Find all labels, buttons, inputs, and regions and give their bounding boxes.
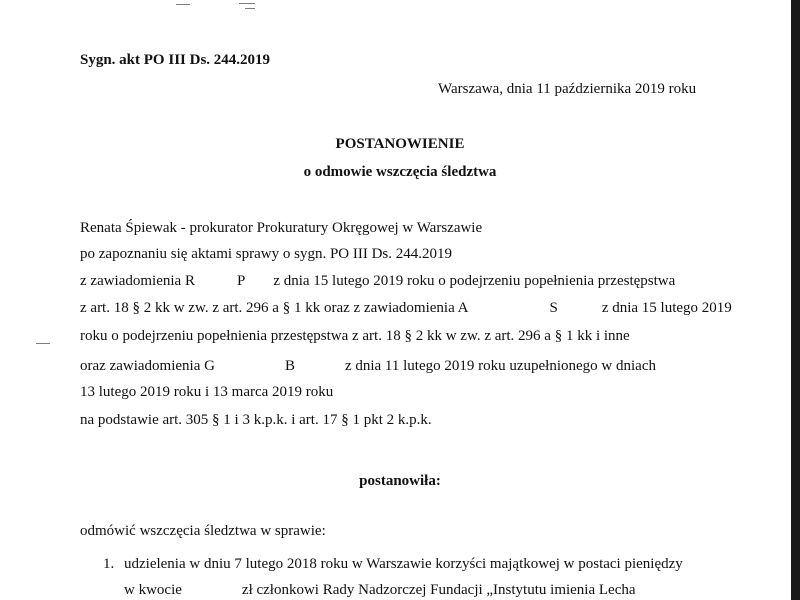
list-item-text: udzielenia w dniu 7 lutego 2018 roku w Warszawie korzyści majątkowej w postaci pieniędzy <box>124 556 683 572</box>
body-line: roku o podejrzeniu popełnienia przestępstwa z art. 18 § 2 kk w zw. z art. 296 a § 1 kk i inne <box>80 328 630 344</box>
redacted-name: S <box>549 300 558 316</box>
scan-speck <box>176 4 190 5</box>
body-text: z dnia 15 lutego 2019 roku o podejrzeniu popełnienia przestępstwa <box>273 273 676 289</box>
scan-speck <box>36 343 50 344</box>
body-text: oraz zawiadomienia G <box>80 358 215 374</box>
case-number: Sygn. akt PO III Ds. 244.2019 <box>80 52 271 68</box>
scan-edge <box>791 0 800 600</box>
body-line: po zapoznaniu się aktami sprawy o sygn. PO III Ds. 244.2019 <box>80 246 453 262</box>
body-text: z dnia 11 lutego 2019 roku uzupełnionego w dniach <box>344 358 656 374</box>
body-text: z zawiadomienia R <box>80 273 195 289</box>
scan-speck <box>245 8 255 9</box>
list-item-text <box>124 581 636 599</box>
body-line: 13 lutego 2019 roku i 13 marca 2019 roku <box>80 384 334 400</box>
scan-speck <box>239 3 255 4</box>
body-line: Renata Śpiewak - prokurator Prokuratury Okręgowej w Warszawie <box>80 220 483 236</box>
decision-intro: odmówić wszczęcia śledztwa w sprawie: <box>80 523 326 539</box>
document-title: POSTANOWIENIE <box>335 136 465 152</box>
decision-heading: postanowiła: <box>359 473 441 489</box>
body-text: z art. 18 § 2 kk w zw. z art. 296 a § 1 kk oraz z zawiadomienia A <box>80 300 469 316</box>
body-line <box>80 272 675 290</box>
body-text: z dnia 15 lutego 2019 <box>601 300 732 316</box>
redacted-name: P <box>236 273 246 289</box>
redacted-name: B <box>284 358 295 374</box>
place-date: Warszawa, dnia 11 października 2019 roku <box>438 81 697 97</box>
body-line: na podstawie art. 305 § 1 i 3 k.p.k. i art. 17 § 1 pkt 2 k.p.k. <box>80 412 432 428</box>
body-text: w kwocie <box>124 582 182 598</box>
document-subtitle: o odmowie wszczęcia śledztwa <box>303 164 497 180</box>
list-item-number: 1. <box>103 556 115 572</box>
body-line <box>80 299 732 317</box>
body-text: zł członkowi Rady Nadzorczej Fundacji „Instytutu imienia Lecha <box>241 582 636 598</box>
body-line <box>80 357 656 375</box>
